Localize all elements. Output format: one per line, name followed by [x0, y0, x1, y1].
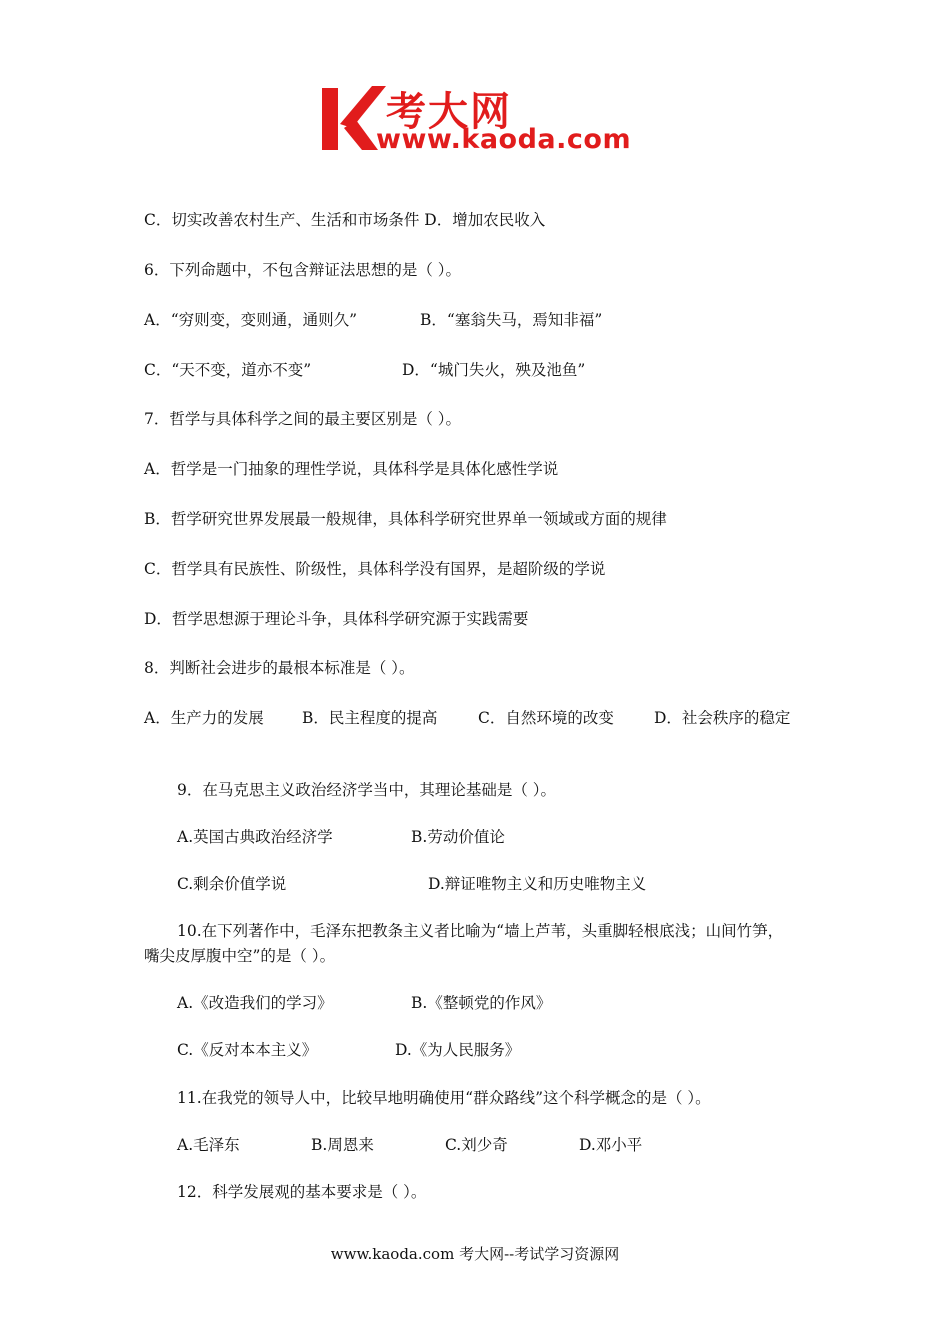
option-6c: C．“天不变，道亦不变” — [144, 361, 312, 379]
kaoda-logo — [318, 82, 640, 158]
option-10d: D.《为人民服务》 — [395, 1041, 521, 1059]
question-6: 6．下列命题中，不包含辩证法思想的是（ ）。 — [144, 261, 462, 279]
option-9a: A.英国古典政治经济学 — [177, 828, 333, 846]
option-6a: A．“穷则变，变则通，通则久” — [144, 311, 358, 329]
option-7b: B．哲学研究世界发展最一般规律，具体科学研究世界单一领域或方面的规律 — [144, 510, 667, 528]
logo-url-text: www.kaoda.com — [376, 124, 632, 155]
option-9c: C.剩余价值学说 — [177, 875, 287, 893]
option-line: C．切实改善农村生产、生活和市场条件 D．增加农民收入 — [144, 211, 546, 229]
question-7: 7．哲学与具体科学之间的最主要区别是（ ）。 — [144, 410, 462, 428]
option-11b: B.周恩来 — [311, 1136, 374, 1154]
option-8d: D．社会秩序的稳定 — [654, 709, 791, 727]
question-8: 8．判断社会进步的最根本标准是（ ）。 — [144, 659, 415, 677]
option-8b: B．民主程度的提高 — [302, 709, 438, 727]
option-9d: D.辩证唯物主义和历史唯物主义 — [428, 875, 647, 893]
option-6b: B．“塞翁失马，焉知非福” — [420, 311, 603, 329]
option-10c: C.《反对本本主义》 — [177, 1041, 318, 1059]
question-11: 11.在我党的领导人中，比较早地明确使用“群众路线”这个科学概念的是（ ）。 — [177, 1089, 711, 1107]
option-8a: A．生产力的发展 — [144, 709, 264, 727]
option-7d: D．哲学思想源于理论斗争，具体科学研究源于实践需要 — [144, 610, 529, 628]
option-11a: A.毛泽东 — [177, 1136, 240, 1154]
option-10a: A.《改造我们的学习》 — [177, 994, 333, 1012]
option-11d: D.邓小平 — [579, 1136, 643, 1154]
option-8c: C．自然环境的改变 — [478, 709, 614, 727]
option-6d: D．“城门失火，殃及池鱼” — [402, 361, 586, 379]
question-9: 9．在马克思主义政治经济学当中，其理论基础是（ ）。 — [177, 781, 557, 799]
option-7c: C．哲学具有民族性、阶级性，具体科学没有国界，是超阶级的学说 — [144, 560, 606, 578]
page-footer: www.kaoda.com 考大网--考试学习资源网 — [330, 1245, 620, 1263]
question-10-line1: 10.在下列著作中，毛泽东把教条主义者比喻为“墙上芦苇，头重脚轻根底浅；山间竹笋， — [177, 922, 784, 940]
logo-brand-text: 考大网 — [386, 89, 512, 135]
option-7a: A．哲学是一门抽象的理性学说，具体科学是具体化感性学说 — [144, 460, 559, 478]
question-10-line2: 嘴尖皮厚腹中空”的是（ ）。 — [144, 947, 336, 965]
option-9b: B.劳动价值论 — [411, 828, 505, 846]
option-11c: C.刘少奇 — [445, 1136, 508, 1154]
question-12: 12．科学发展观的基本要求是（ ）。 — [177, 1183, 427, 1201]
option-10b: B.《整顿党的作风》 — [411, 994, 552, 1012]
